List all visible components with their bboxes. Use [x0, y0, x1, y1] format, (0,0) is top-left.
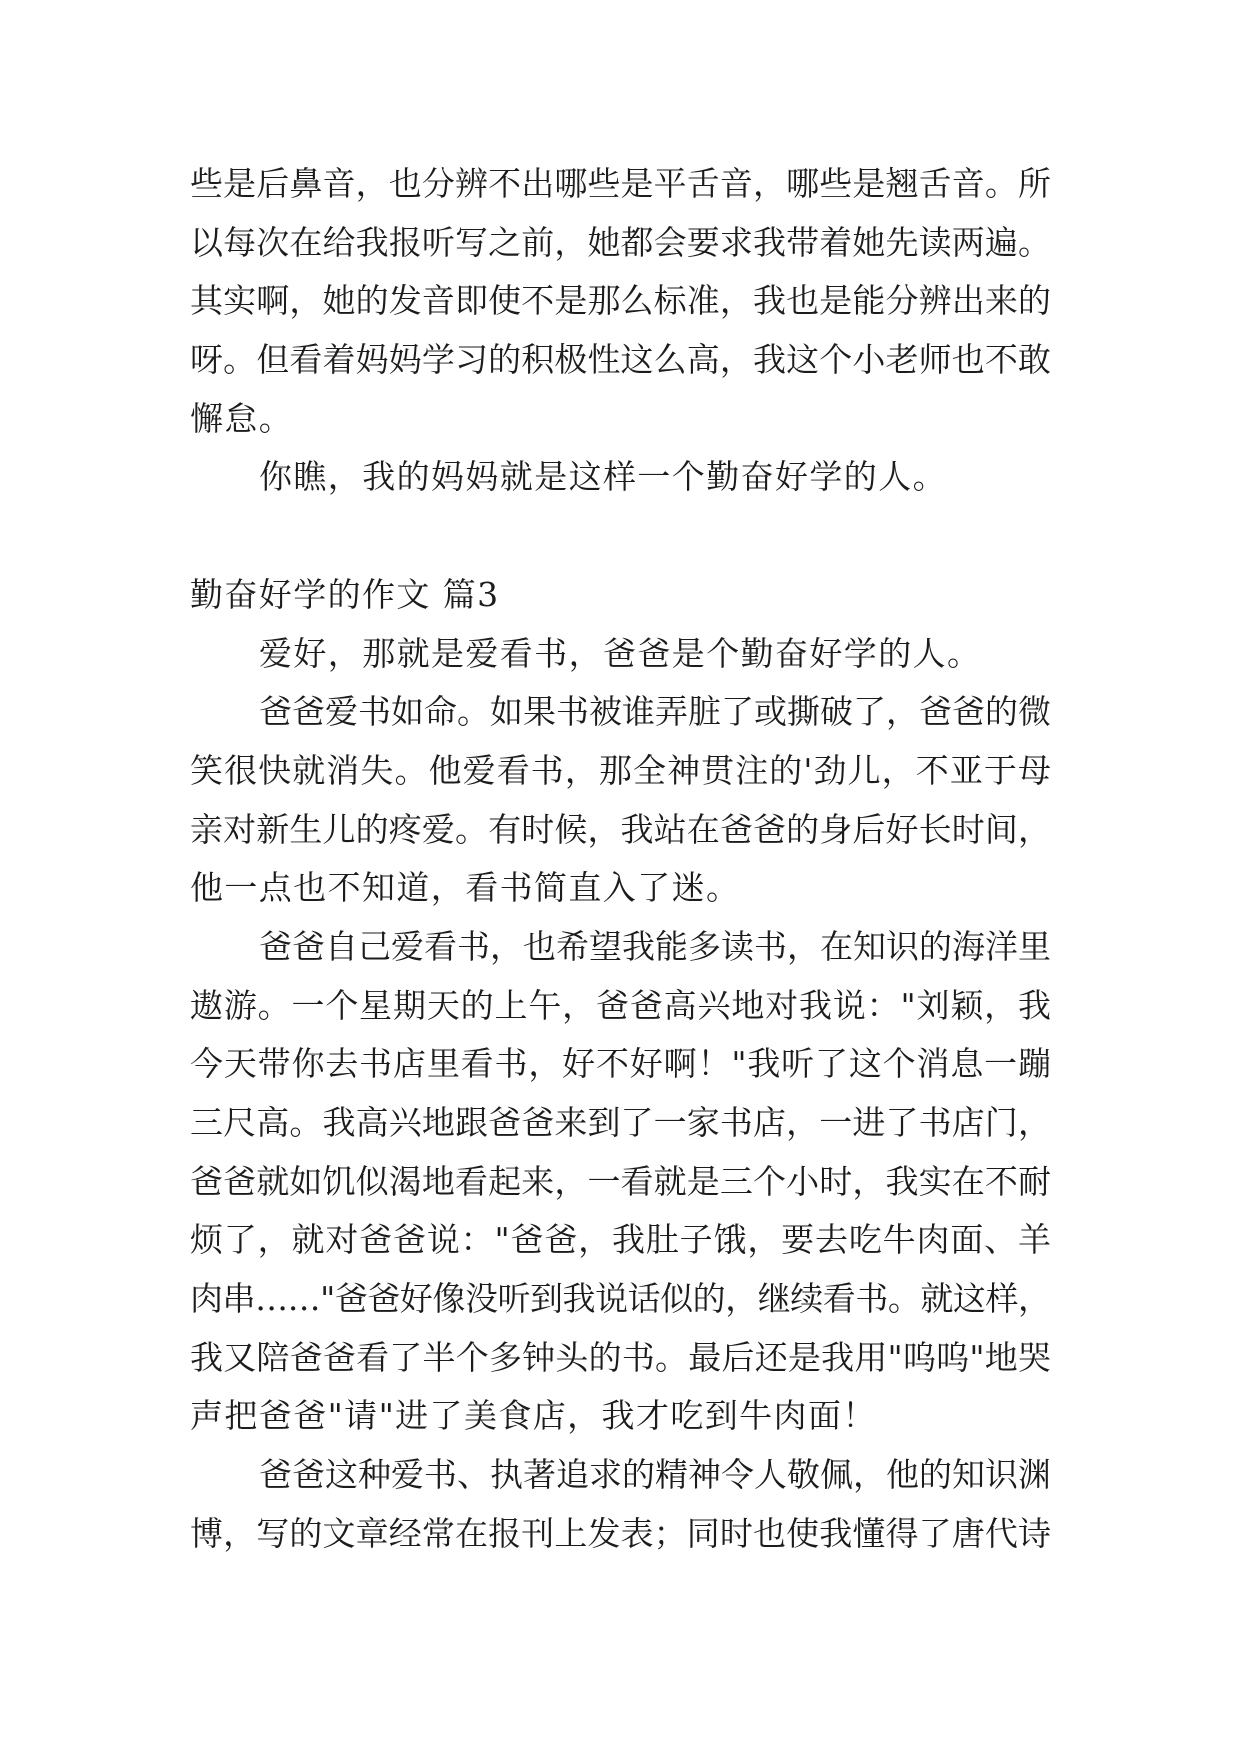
body-line: 些是后鼻音，也分辨不出哪些是平舌音，哪些是翘舌音。所 — [190, 164, 1052, 203]
body-line: 懈怠。 — [190, 398, 294, 438]
paragraph — [190, 625, 1051, 684]
body-line: 三尺高。我高兴地跟爸爸来到了一家书店，一进了书店门， — [190, 1103, 1052, 1142]
paragraph — [190, 918, 1051, 1446]
paragraph — [190, 155, 1051, 448]
body-line: 今天带你去书店里看书，好不好啊！"我听了这个消息一蹦 — [190, 1044, 1052, 1084]
body-line: 肉串……"爸爸好像没听到我说话似的，继续看书。就这样， — [190, 1279, 1051, 1319]
body-line: 亲对新生儿的疼爱。有时候，我站在爸爸的身后好长时间， — [190, 809, 1052, 849]
body-line: 遨游。一个星期天的上午，爸爸高兴地对我说："刘颖，我 — [190, 985, 1052, 1025]
body-line: 爸爸就如饥似渴地看起来，一看就是三个小时，我实在不耐 — [190, 1161, 1052, 1201]
blank-line — [190, 507, 1051, 566]
document-body — [190, 155, 1051, 1564]
body-line: 你瞧，我的妈妈就是这样一个勤奋好学的人。 — [259, 457, 947, 497]
body-line: 以每次在给我报听写之前，她都会要求我带着她先读两遍。 — [190, 222, 1052, 262]
body-line: 笑很快就消失。他爱看书，那全神贯注的'劲儿，不亚于母 — [190, 750, 1053, 790]
body-line: 爸爸爱书如命。如果书被谁弄脏了或撕破了，爸爸的微 — [259, 692, 1051, 732]
body-line: 呀。但看着妈妈学习的积极性这么高，我这个小老师也不敢 — [190, 340, 1052, 380]
body-line: 博，写的文章经常在报刊上发表；同时也使我懂得了唐代诗 — [190, 1513, 1052, 1553]
body-line: 烦了，就对爸爸说："爸爸，我肚子饿，要去吃牛肉面、羊 — [190, 1220, 1052, 1260]
body-line: 爱好，那就是爱看书，爸爸是个勤奋好学的人。 — [259, 633, 982, 673]
paragraph — [190, 1446, 1051, 1563]
body-line: 他一点也不知道，看书简直入了迷。 — [190, 868, 741, 908]
body-line: 其实啊，她的发音即使不是那么标准，我也是能分辨出来的 — [190, 281, 1052, 321]
paragraph — [190, 683, 1051, 918]
paragraph — [190, 448, 1051, 507]
section-title: 勤奋好学的作文 篇3 — [190, 574, 500, 614]
body-line: 爸爸这种爱书、执著追求的精神令人敬佩，他的知识渊 — [259, 1455, 1051, 1495]
body-line: 声把爸爸"请"进了美食店，我才吃到牛肉面！ — [190, 1396, 877, 1436]
body-line: 我又陪爸爸看了半个多钟头的书。最后还是我用"呜呜"地哭 — [190, 1337, 1052, 1377]
body-line: 爸爸自己爱看书，也希望我能多读书，在知识的海洋里 — [259, 926, 1051, 966]
